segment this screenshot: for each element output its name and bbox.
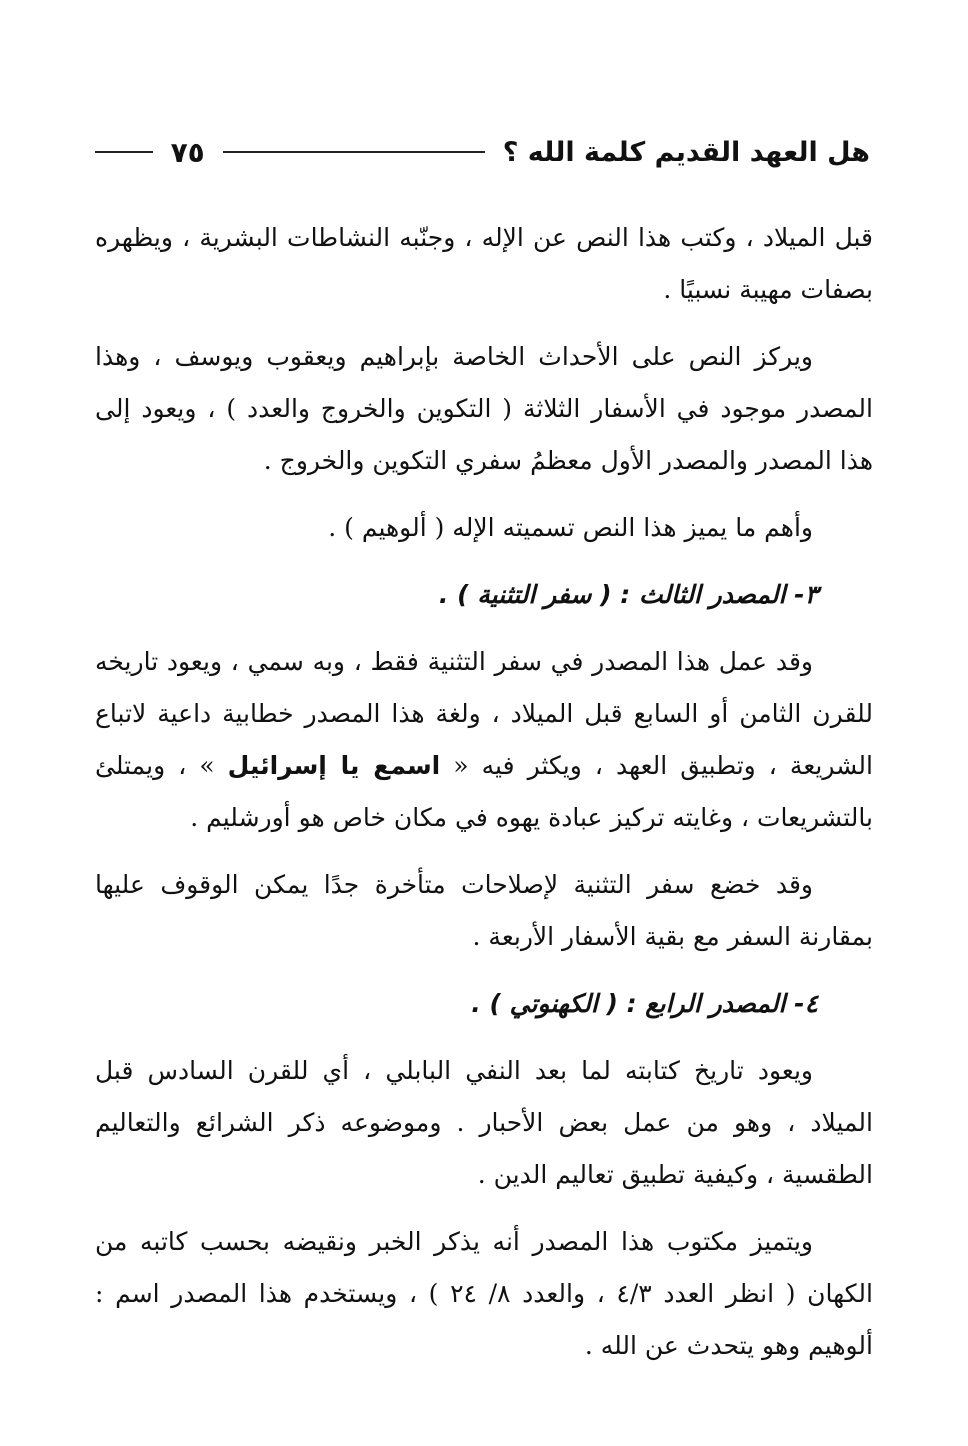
paragraph-6 <box>95 1045 873 1201</box>
paragraph-4-text-end: » ، ويمتلئ بالتشريعات ، وغايته تركيز عبادة يهوه في مكان خاص هو أورشليم . <box>95 751 873 832</box>
header-title: هل العهد القديم كلمة الله ؟ <box>502 136 870 168</box>
paragraph-5 <box>95 859 873 963</box>
paragraph-7 <box>95 1216 873 1372</box>
section-heading-3-text: ٣- المصدر الثالث : ( سفر التثنية ) . <box>438 580 818 609</box>
paragraph-5-text: وقد خضع سفر التثنية لإصلاحات متأخرة جدًا يمكن الوقوف عليها بمقارنة السفر مع بقية الأسفار الأربعة . <box>95 870 873 951</box>
paragraph-3 <box>95 502 873 554</box>
header-rule-short <box>95 151 153 153</box>
page-number: ٧٥ <box>170 135 205 169</box>
paragraph-2 <box>95 331 873 487</box>
paragraph-2-text: ويركز النص على الأحداث الخاصة بإبراهيم ويعقوب ويوسف ، وهذا المصدر موجود في الأسفار الثلاثة ( التكوين والخروج والعدد ) ، ويعود إلى هذا المصدر والمصدر الأول معظمُ سفري التكوين والخروج . <box>95 342 873 475</box>
paragraph-3-text: وأهم ما يميز هذا النص تسميته الإله ( ألوهيم ) . <box>328 513 813 542</box>
paragraph-4 <box>95 636 873 844</box>
body-text <box>95 212 873 1387</box>
header-rule-long <box>223 151 485 153</box>
section-heading-4 <box>95 978 873 1030</box>
paragraph-7-text: ويتميز مكتوب هذا المصدر أنه يذكر الخبر ونقيضه بحسب كاتبه من الكهان ( انظر العدد ٤/٣ ، والعدد ٨/ ٢٤ ) ، ويستخدم هذا المصدر اسم : ألوهيم وهو يتحدث عن الله . <box>95 1227 873 1360</box>
running-header <box>95 128 870 176</box>
section-heading-3 <box>95 569 873 621</box>
section-heading-4-text: ٤- المصدر الرابع : ( الكهنوتي ) . <box>471 989 818 1018</box>
paragraph-1 <box>95 212 873 316</box>
paragraph-6-text: ويعود تاريخ كتابته لما بعد النفي البابلي ، أي للقرن السادس قبل الميلاد ، وهو من عمل بعض الأحبار . وموضوعه ذكر الشرائع والتعاليم الطقسية ، وكيفية تطبيق تعاليم الدين . <box>95 1056 873 1189</box>
paragraph-1-text: قبل الميلاد ، وكتب هذا النص عن الإله ، وجنّبه النشاطات البشرية ، ويظهره بصفات مهيبة نسبيًا . <box>95 223 873 304</box>
paragraph-4-text-start: وقد عمل هذا المصدر في سفر التثنية فقط ، وبه سمي ، ويعود تاريخه للقرن الثامن أو السابع قبل الميلاد ، ولغة هذا المصدر خطابية داعية لاتباع الشريعة ، وتطبيق العهد ، ويكثر فيه « <box>95 647 873 780</box>
quoted-phrase: اسمع يا إسرائيل <box>227 751 441 780</box>
